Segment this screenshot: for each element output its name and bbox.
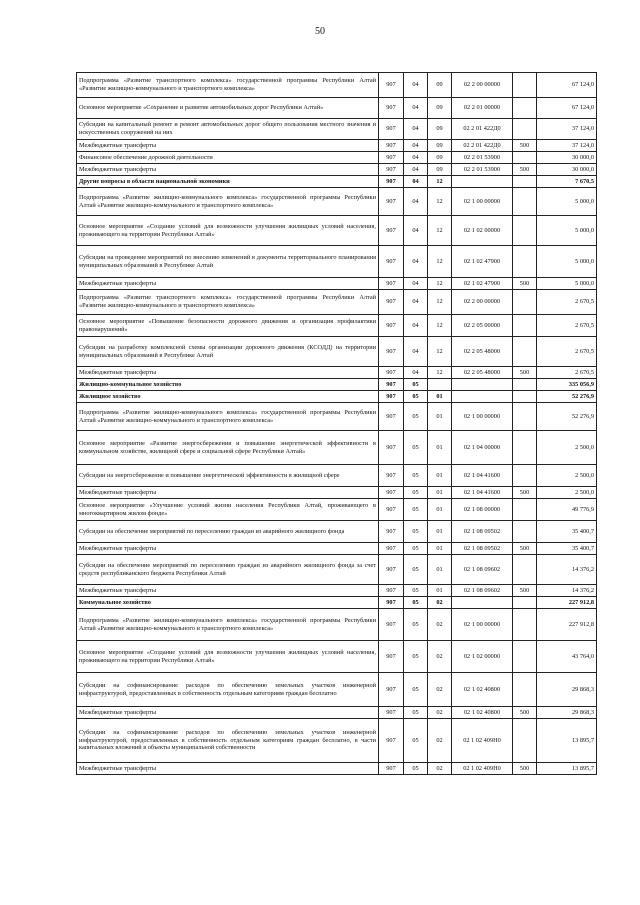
admin-code-cell: 907	[379, 176, 404, 188]
expense-type-cell	[513, 119, 537, 140]
row-name-cell: Основное мероприятие «Повышение безопасности дорожного движения и организация профилактики правонарушений»	[77, 315, 379, 337]
row-name-cell: Межбюджетные трансферты	[77, 164, 379, 176]
target-article-cell: 02 2 00 00000	[452, 73, 513, 98]
expense-type-cell	[513, 290, 537, 315]
expense-type-cell	[513, 188, 537, 216]
amount-cell: 5 000,0	[537, 188, 597, 216]
table-row	[77, 499, 597, 521]
subsection-code-cell: 01	[428, 521, 452, 543]
section-code-cell: 05	[404, 543, 428, 555]
budget-table-body	[77, 73, 597, 775]
amount-cell: 67 124,0	[537, 73, 597, 98]
section-code-cell: 05	[404, 555, 428, 585]
row-name-cell: Межбюджетные трансферты	[77, 763, 379, 775]
target-article-cell: 02 2 01 53900	[452, 152, 513, 164]
table-row	[77, 431, 597, 465]
admin-code-cell: 907	[379, 188, 404, 216]
amount-cell: 2 670,5	[537, 337, 597, 367]
amount-cell: 5 000,0	[537, 216, 597, 246]
admin-code-cell: 907	[379, 278, 404, 290]
target-article-cell: 02 1 04 41600	[452, 487, 513, 499]
target-article-cell: 02 1 08 09602	[452, 555, 513, 585]
row-name-cell: Межбюджетные трансферты	[77, 487, 379, 499]
amount-cell: 37 124,0	[537, 140, 597, 152]
expense-type-cell: 500	[513, 543, 537, 555]
subsection-code-cell: 09	[428, 140, 452, 152]
row-name-cell: Подпрограмма «Развитие транспортного комплекса» государственной программы Республики Алтай «Развитие жилищно-коммунального и транспортного комплекса»	[77, 73, 379, 98]
amount-cell: 49 776,9	[537, 499, 597, 521]
subsection-code-cell: 12	[428, 278, 452, 290]
row-name-cell: Межбюджетные трансферты	[77, 707, 379, 719]
target-article-cell: 02 1 02 409Н0	[452, 719, 513, 763]
subsection-code-cell: 09	[428, 98, 452, 119]
expense-type-cell	[513, 609, 537, 641]
subsection-code-cell: 02	[428, 597, 452, 609]
row-name-cell: Коммунальное хозяйство	[77, 597, 379, 609]
expense-type-cell	[513, 73, 537, 98]
row-name-cell: Основное мероприятие «Развитие энергосбережения и повышение энергетической эффективности в коммунальном хозяйстве, жилищной сфере и социальной сфере Республики Алтай»	[77, 431, 379, 465]
target-article-cell: 02 1 04 00000	[452, 431, 513, 465]
row-name-cell: Межбюджетные трансферты	[77, 367, 379, 379]
expense-type-cell	[513, 152, 537, 164]
expense-type-cell	[513, 521, 537, 543]
page-number: 50	[315, 26, 325, 37]
budget-table	[76, 72, 597, 775]
expense-type-cell: 500	[513, 487, 537, 499]
target-article-cell: 02 1 08 09502	[452, 543, 513, 555]
section-code-cell: 05	[404, 763, 428, 775]
subsection-code-cell: 02	[428, 673, 452, 707]
admin-code-cell: 907	[379, 367, 404, 379]
subsection-code-cell: 09	[428, 164, 452, 176]
section-code-cell: 05	[404, 673, 428, 707]
row-name-cell: Жилищно-коммунальное хозяйство	[77, 379, 379, 391]
table-row	[77, 521, 597, 543]
section-code-cell: 04	[404, 98, 428, 119]
subsection-code-cell: 01	[428, 555, 452, 585]
expense-type-cell	[513, 499, 537, 521]
section-code-cell: 05	[404, 403, 428, 431]
row-name-cell: Межбюджетные трансферты	[77, 140, 379, 152]
target-article-cell: 02 1 02 409Н0	[452, 763, 513, 775]
admin-code-cell: 907	[379, 763, 404, 775]
section-code-cell: 04	[404, 337, 428, 367]
table-row	[77, 188, 597, 216]
amount-cell: 29 868,3	[537, 673, 597, 707]
admin-code-cell: 907	[379, 465, 404, 487]
target-article-cell	[452, 597, 513, 609]
expense-type-cell	[513, 403, 537, 431]
amount-cell: 43 764,0	[537, 641, 597, 673]
admin-code-cell: 907	[379, 379, 404, 391]
expense-type-cell	[513, 641, 537, 673]
subsection-code-cell: 01	[428, 487, 452, 499]
table-row	[77, 487, 597, 499]
admin-code-cell: 907	[379, 216, 404, 246]
table-row	[77, 140, 597, 152]
expense-type-cell: 500	[513, 367, 537, 379]
section-code-cell: 05	[404, 499, 428, 521]
subsection-code-cell: 12	[428, 367, 452, 379]
table-row	[77, 391, 597, 403]
target-article-cell: 02 2 01 422Д0	[452, 119, 513, 140]
subsection-code-cell: 02	[428, 707, 452, 719]
table-row	[77, 290, 597, 315]
subsection-code-cell: 12	[428, 188, 452, 216]
expense-type-cell	[513, 379, 537, 391]
expense-type-cell	[513, 597, 537, 609]
table-row	[77, 216, 597, 246]
row-name-cell: Основное мероприятие «Улучшение условий жизни населения Республики Алтай, проживающего в многоквартирном жилом фонде»	[77, 499, 379, 521]
table-row	[77, 403, 597, 431]
section-code-cell: 04	[404, 73, 428, 98]
target-article-cell	[452, 391, 513, 403]
target-article-cell: 02 1 00 00000	[452, 609, 513, 641]
amount-cell: 13 895,7	[537, 763, 597, 775]
expense-type-cell	[513, 216, 537, 246]
target-article-cell: 02 2 05 00000	[452, 315, 513, 337]
section-code-cell: 04	[404, 119, 428, 140]
subsection-code-cell: 01	[428, 585, 452, 597]
admin-code-cell: 907	[379, 73, 404, 98]
expense-type-cell	[513, 176, 537, 188]
row-name-cell: Субсидии на софинансирование расходов по обеспечению земельных участков инженерной инфраструктурой, предоставленных в собственность отдельным категориям граждан бесплатно	[77, 673, 379, 707]
expense-type-cell: 500	[513, 707, 537, 719]
target-article-cell: 02 1 02 00000	[452, 641, 513, 673]
table-row	[77, 73, 597, 98]
section-code-cell: 04	[404, 188, 428, 216]
subsection-code-cell: 01	[428, 431, 452, 465]
admin-code-cell: 907	[379, 499, 404, 521]
table-row	[77, 465, 597, 487]
section-code-cell: 05	[404, 521, 428, 543]
table-row	[77, 609, 597, 641]
section-code-cell: 05	[404, 431, 428, 465]
target-article-cell: 02 2 01 00000	[452, 98, 513, 119]
table-row	[77, 763, 597, 775]
admin-code-cell: 907	[379, 555, 404, 585]
amount-cell: 52 276,9	[537, 403, 597, 431]
subsection-code-cell: 02	[428, 763, 452, 775]
subsection-code-cell: 02	[428, 641, 452, 673]
expense-type-cell	[513, 719, 537, 763]
subsection-code-cell: 02	[428, 719, 452, 763]
row-name-cell: Подпрограмма «Развитие жилищно-коммунального комплекса» государственной программы Республики Алтай «Развитие жилищно-коммунального и транспортного комплекса»	[77, 188, 379, 216]
section-code-cell: 04	[404, 176, 428, 188]
row-name-cell: Основное мероприятие «Сохранение и развитие автомобильных дорог Республики Алтай»	[77, 98, 379, 119]
admin-code-cell: 907	[379, 98, 404, 119]
admin-code-cell: 907	[379, 543, 404, 555]
table-row	[77, 246, 597, 278]
subsection-code-cell: 01	[428, 465, 452, 487]
expense-type-cell	[513, 673, 537, 707]
section-code-cell: 05	[404, 609, 428, 641]
row-name-cell: Основное мероприятие «Создание условий для возможности улучшения жилищных условий населения, проживающего на территории Республики Алтай»	[77, 216, 379, 246]
amount-cell: 52 276,9	[537, 391, 597, 403]
target-article-cell: 02 1 02 40800	[452, 707, 513, 719]
admin-code-cell: 907	[379, 673, 404, 707]
admin-code-cell: 907	[379, 521, 404, 543]
subsection-code-cell	[428, 379, 452, 391]
section-code-cell: 04	[404, 246, 428, 278]
section-code-cell: 05	[404, 707, 428, 719]
section-code-cell: 05	[404, 465, 428, 487]
amount-cell: 335 056,9	[537, 379, 597, 391]
admin-code-cell: 907	[379, 337, 404, 367]
row-name-cell: Подпрограмма «Развитие жилищно-коммунального комплекса» государственной программы Республики Алтай «Развитие жилищно-коммунального и транспортного комплекса»	[77, 403, 379, 431]
admin-code-cell: 907	[379, 719, 404, 763]
row-name-cell: Межбюджетные трансферты	[77, 278, 379, 290]
expense-type-cell	[513, 465, 537, 487]
amount-cell: 35 400,7	[537, 543, 597, 555]
target-article-cell: 02 2 01 422Д0	[452, 140, 513, 152]
section-code-cell: 05	[404, 585, 428, 597]
table-row	[77, 555, 597, 585]
subsection-code-cell: 12	[428, 176, 452, 188]
target-article-cell	[452, 379, 513, 391]
target-article-cell: 02 1 00 00000	[452, 403, 513, 431]
expense-type-cell	[513, 391, 537, 403]
target-article-cell	[452, 176, 513, 188]
target-article-cell: 02 2 01 53900	[452, 164, 513, 176]
admin-code-cell: 907	[379, 119, 404, 140]
admin-code-cell: 907	[379, 290, 404, 315]
expense-type-cell	[513, 555, 537, 585]
row-name-cell: Субсидии на обеспечение мероприятий по переселению граждан из аварийного жилищного фонда за счет средств республиканского бюджета Республики Алтай	[77, 555, 379, 585]
admin-code-cell: 907	[379, 597, 404, 609]
admin-code-cell: 907	[379, 707, 404, 719]
amount-cell: 13 895,7	[537, 719, 597, 763]
amount-cell: 37 124,0	[537, 119, 597, 140]
target-article-cell: 02 1 04 41600	[452, 465, 513, 487]
expense-type-cell: 500	[513, 140, 537, 152]
table-row	[77, 337, 597, 367]
target-article-cell: 02 2 05 48000	[452, 367, 513, 379]
table-row	[77, 641, 597, 673]
expense-type-cell: 500	[513, 164, 537, 176]
amount-cell: 30 000,0	[537, 164, 597, 176]
table-row	[77, 379, 597, 391]
amount-cell: 67 124,0	[537, 98, 597, 119]
admin-code-cell: 907	[379, 140, 404, 152]
row-name-cell: Финансовое обеспечение дорожной деятельности	[77, 152, 379, 164]
row-name-cell: Субсидии на энергосбережение и повышение энергетической эффективности в жилищной сфере	[77, 465, 379, 487]
subsection-code-cell: 01	[428, 499, 452, 521]
subsection-code-cell: 09	[428, 73, 452, 98]
expense-type-cell	[513, 246, 537, 278]
table-row	[77, 367, 597, 379]
section-code-cell: 04	[404, 290, 428, 315]
amount-cell: 227 912,8	[537, 609, 597, 641]
amount-cell: 2 670,5	[537, 367, 597, 379]
expense-type-cell	[513, 98, 537, 119]
table-row	[77, 543, 597, 555]
target-article-cell: 02 1 08 09602	[452, 585, 513, 597]
admin-code-cell: 907	[379, 391, 404, 403]
admin-code-cell: 907	[379, 164, 404, 176]
table-row	[77, 98, 597, 119]
table-row	[77, 152, 597, 164]
subsection-code-cell: 09	[428, 152, 452, 164]
section-code-cell: 04	[404, 278, 428, 290]
target-article-cell: 02 1 08 09502	[452, 521, 513, 543]
row-name-cell: Межбюджетные трансферты	[77, 543, 379, 555]
amount-cell: 5 000,0	[537, 278, 597, 290]
admin-code-cell: 907	[379, 487, 404, 499]
subsection-code-cell: 09	[428, 119, 452, 140]
amount-cell: 35 400,7	[537, 521, 597, 543]
admin-code-cell: 907	[379, 609, 404, 641]
expense-type-cell: 500	[513, 278, 537, 290]
subsection-code-cell: 02	[428, 609, 452, 641]
section-code-cell: 04	[404, 367, 428, 379]
amount-cell: 5 000,0	[537, 246, 597, 278]
subsection-code-cell: 12	[428, 315, 452, 337]
expense-type-cell	[513, 337, 537, 367]
section-code-cell: 04	[404, 152, 428, 164]
section-code-cell: 05	[404, 719, 428, 763]
amount-cell: 14 376,2	[537, 585, 597, 597]
row-name-cell: Межбюджетные трансферты	[77, 585, 379, 597]
section-code-cell: 05	[404, 641, 428, 673]
table-row	[77, 176, 597, 188]
amount-cell: 2 500,0	[537, 487, 597, 499]
subsection-code-cell: 12	[428, 337, 452, 367]
target-article-cell: 02 1 00 00000	[452, 188, 513, 216]
table-row	[77, 585, 597, 597]
section-code-cell: 05	[404, 391, 428, 403]
admin-code-cell: 907	[379, 585, 404, 597]
section-code-cell: 04	[404, 315, 428, 337]
subsection-code-cell: 01	[428, 543, 452, 555]
table-row	[77, 278, 597, 290]
section-code-cell: 05	[404, 597, 428, 609]
row-name-cell: Субсидии на разработку комплексной схемы организации дорожного движения (КСОДД) на территории муниципальных образований в Республике Алтай	[77, 337, 379, 367]
admin-code-cell: 907	[379, 431, 404, 465]
section-code-cell: 04	[404, 164, 428, 176]
table-row	[77, 315, 597, 337]
admin-code-cell: 907	[379, 315, 404, 337]
admin-code-cell: 907	[379, 152, 404, 164]
target-article-cell: 02 1 02 00000	[452, 216, 513, 246]
amount-cell: 227 912,8	[537, 597, 597, 609]
row-name-cell: Подпрограмма «Развитие жилищно-коммунального комплекса» государственной программы Республики Алтай «Развитие жилищно-коммунального и транспортного комплекса»	[77, 609, 379, 641]
expense-type-cell: 500	[513, 585, 537, 597]
target-article-cell: 02 1 02 47900	[452, 246, 513, 278]
row-name-cell: Жилищное хозяйство	[77, 391, 379, 403]
amount-cell: 2 500,0	[537, 465, 597, 487]
expense-type-cell: 500	[513, 763, 537, 775]
expense-type-cell	[513, 315, 537, 337]
table-row	[77, 119, 597, 140]
table-row	[77, 719, 597, 763]
row-name-cell: Основное мероприятие «Создание условий для возможности улучшения жилищных условий населения, проживающего на территории Республики Алтай»	[77, 641, 379, 673]
admin-code-cell: 907	[379, 403, 404, 431]
admin-code-cell: 907	[379, 641, 404, 673]
subsection-code-cell: 12	[428, 216, 452, 246]
subsection-code-cell: 12	[428, 290, 452, 315]
section-code-cell: 04	[404, 216, 428, 246]
expense-type-cell	[513, 431, 537, 465]
table-row	[77, 673, 597, 707]
table-row	[77, 164, 597, 176]
subsection-code-cell: 12	[428, 246, 452, 278]
row-name-cell: Субсидии на софинансирование расходов по обеспечению земельных участков инженерной инфраструктурой, предоставленных в собственность отдельным категориям граждан бесплатно, в части капитальных вложений в объекты муниципальной собственности	[77, 719, 379, 763]
section-code-cell: 04	[404, 140, 428, 152]
amount-cell: 2 670,5	[537, 315, 597, 337]
subsection-code-cell: 01	[428, 403, 452, 431]
amount-cell: 2 670,5	[537, 290, 597, 315]
amount-cell: 30 000,0	[537, 152, 597, 164]
row-name-cell: Субсидии на обеспечение мероприятий по переселению граждан из аварийного жилищного фонда	[77, 521, 379, 543]
table-row	[77, 707, 597, 719]
section-code-cell: 05	[404, 487, 428, 499]
amount-cell: 2 500,0	[537, 431, 597, 465]
amount-cell: 14 376,2	[537, 555, 597, 585]
table-row	[77, 597, 597, 609]
target-article-cell: 02 1 08 00000	[452, 499, 513, 521]
row-name-cell: Субсидии на проведение мероприятий по внесению изменений в документы территориального планирования муниципальных образований в Республике Алтай	[77, 246, 379, 278]
row-name-cell: Субсидии на капитальный ремонт и ремонт автомобильных дорог общего пользования местного значения и искусственных сооружений на них	[77, 119, 379, 140]
admin-code-cell: 907	[379, 246, 404, 278]
section-code-cell: 05	[404, 379, 428, 391]
target-article-cell: 02 1 02 47900	[452, 278, 513, 290]
target-article-cell: 02 2 05 48000	[452, 337, 513, 367]
target-article-cell: 02 2 00 00000	[452, 290, 513, 315]
subsection-code-cell: 01	[428, 391, 452, 403]
row-name-cell: Подпрограмма «Развитие транспортного комплекса» государственной программы Республики Алтай «Развитие жилищно-коммунального и транспортного комплекса»	[77, 290, 379, 315]
row-name-cell: Другие вопросы в области национальной экономики	[77, 176, 379, 188]
amount-cell: 29 868,3	[537, 707, 597, 719]
target-article-cell: 02 1 02 40800	[452, 673, 513, 707]
amount-cell: 7 670,5	[537, 176, 597, 188]
